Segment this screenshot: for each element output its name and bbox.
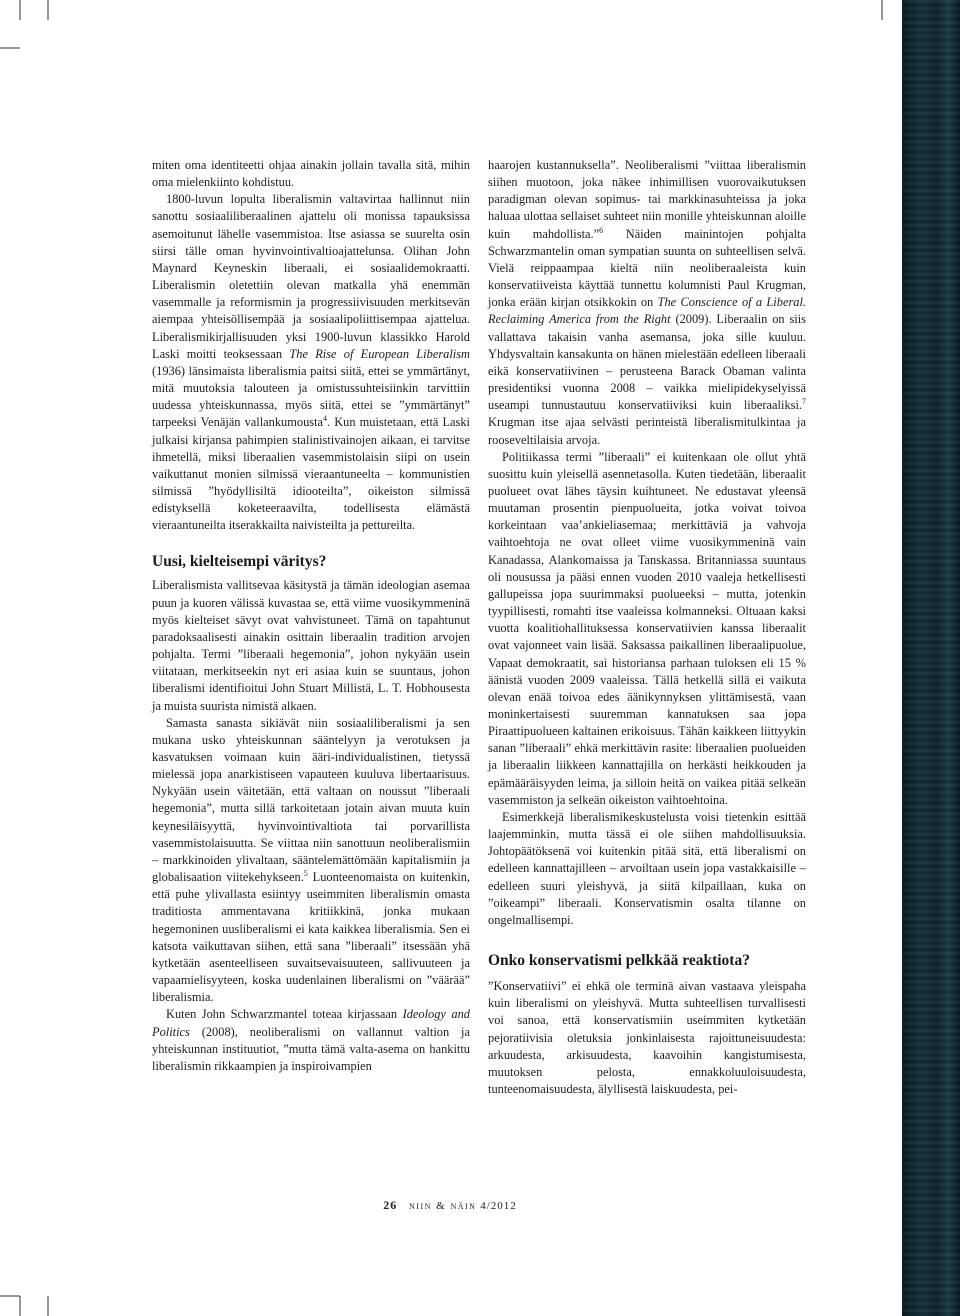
right-paragraph-2: Politiikassa termi ”liberaali” ei kuitenkaan ole ollut yhtä suosittu kuin yleisellä asennetasolla. Kuten tiedetään, liberaalit puolueet ovat lähes täysin kuihtuneet. Ne edustavat yleensä muutaman prosentin pienpuolueita, jotka voivat toivoa korkeintaan vaa’ankieliasemaa; merkittäviä ja vahvoja vaihtoehtoja ne ovat olleet viime vuosikymmeninä vain Kanadassa, Alankomaissa ja Tanskassa. Britanniassa suuntaus oli nousussa ja pääsi ennen vuoden 2010 vaaleja hetkellisesti gallupeissa jopa suurimmaksi puolueeksi – mutta, jotenkin tyypillisesti, romahti itse vaaleissa kolmanneksi. Oltuaan kaksi vuotta koalitiohallituksessa konservatiivien kanssa liberaalit ovat vajonneet vain lisää. Saksassa paikallinen liberaalipuolue, Vapaat demokraatit, sai historiansa parhaan tuloksen eli 15 % äänistä vuoden 2009 vaaleissa. Tällä hetkellä sillä ei vaikuta olevan enää toivoa edes äänikynnyksen ylittämisestä, vaan moninkertaisesti suuremman kannatuksen saa jopa Piraattipuolueen kaltainen erikoisuus. Tähän kaikkeen liittyykin sanan ”liberaali” ehkä merkittävin rasite: liberaalien puolueiden ja liberaalin liikkeen kannattajilla on herkästi heikkouden ja epämääräisyyden leima, ja silloin heitä on vaikea pitää selkeän vasemmiston ja selkeän oikeiston vaihtoehtoina. — [488, 449, 806, 807]
section-heading: Uusi, kielteisempi väritys? — [152, 553, 327, 571]
magazine-name: niin & näin — [409, 1200, 477, 1212]
left-paragraph-5: Kuten John Schwarzmantel toteaa kirjassaan Ideology and Politics (2008), neoliberalismi on vallannut valtion ja yhteiskunnan instituutiot, ”mutta tämä valta-asema on hankittu liberalismin rikkaampien ja inspiroivampien — [152, 1007, 470, 1073]
page-footer — [0, 1198, 900, 1213]
book-title: The Conscience of a Liberal. Reclaiming America from the Right — [488, 295, 807, 327]
right-paragraph-3: Esimerkkejä liberalismikeskustelusta voisi tietenkin esittää laajemminkin, mutta tässä ei ole siihen mahdollisuuksia. Johtopäätöksenä voi kuitenkin pitää sitä, että liberalismi on edelleen kannattajilleen – arvoiltaan usein jopa vastakkaisille – edelleen suuri yleishyvä, ja siitä kilpaillaan, kuka on ”oikeampi” liberaali. Konservatismin osalta tilanne on ongelmallisempi. — [488, 809, 806, 927]
issue-number: 4/2012 — [480, 1200, 517, 1212]
book-title: Ideology and Politics — [152, 1007, 470, 1039]
left-paragraph-4: Samasta sanasta sikiävät niin sosiaaliliberalismi ja sen mukana usko yhteiskunnan sääntelyyn ja verotuksen ja kasvatuksen voimaan kuin ääri-individualistinen, tietyssä mielessä jopa anarkistiseen vapauteen kuuluva libertaarisuus. Nykyään usein väitetään, että valtaan on noussut ”liberaali hegemonia”, mutta sillä tarkoitetaan jotain aivan muuta kuin keynesiläisyyttä, hyvinvointivaltiota tai porvarillista vasemmistolaisuutta. Se viittaa niin sanottuun neoliberalismiin – markkinoiden ylivaltaan, sääntelemättömään kapitalismiin ja globalisaation viitekehykseen.$^5$ Luonteenomaista on kuitenkin, että puhe ylivallasta esiintyy useimmiten liberalismin omasta traditiosta ammentavana kritiikkinä, jonka mukaan hegemoninen uusliberalismi ei kata kaikkea liberalismia. Sen ei katsota vaikuttavan siihen, että sana ”liberaali” itsessään yhä kytketään asenteelliseen suvaitsevaisuuteen, sallivuuteen ja vapaamielisyyteen, koska uudenlainen liberalismi on ”väärää” liberalismia. — [152, 715, 470, 1005]
section-heading: Onko konservatismi pelkkää reaktiota? — [488, 952, 750, 970]
footnote-ref: 4 — [323, 414, 328, 424]
right-column — [488, 157, 806, 1098]
left-column — [152, 157, 470, 1075]
left-paragraph-1: miten oma identiteetti ohjaa ainakin jollain tavalla sitä, mihin oma mielenkiinto kohdistuu. — [152, 158, 470, 190]
page-number: 26 — [383, 1198, 398, 1212]
right-paragraph-4: ”Konservatiivi” ei ehkä ole terminä aivan vastaava yleispaha kuin liberalismi on yleishyvä. Mutta suhteellisen turvallisesti voi sanoa, että konservatismiin useimmiten kytketään pejoratiivisia oletuksia jonkinlaisesta rajoittuneisuudesta: arkuudesta, arkisuudesta, kaavoihin kangistumisesta, muutoksen pelosta, ennakkoluuloisuudesta, tunteenomaisuudesta, älyllisestä laiskuudesta, pei- — [488, 979, 806, 1096]
right-paragraph-1: haarojen kustannuksella”. Neoliberalismi ”viittaa liberalismin siihen muotoon, joka näkee inhimillisen vuorovaikutuksen paradigman olevan sopimus- tai markkinasuhteissa ja joka haluaa ulottaa sellaiset suhteet niin monille yhteiskunnan aloille kuin mahdollista.”$^6$ Näiden mainintojen pohjalta Schwarzmantelin oman sympatian suunta on suhteellisen selvä. Vielä reippaampaa kieltä niin neoliberaaleista kuin konservatiiveista käyttää tunnettu kolumnisti Paul Krugman, jonka erään kirjan otsikkokin on The Conscience of a Liberal. Reclaiming America from the Right (2009). Liberaalin on siis vallattava takaisin vanha asemansa, joka sille kuuluu. Yhdysvaltain kansakunta on hänen mielestään edelleen liberaali eikä konservatiivinen – perusteena Barack Obaman valinta presidentiksi vuonna 2008 – vaikka mielipidekyselyissä useampi tunnustautuu konservatiiviksi kuin liberaaliksi.$^7$ Krugman itse ajaa selvästi perinteistä liberalismitulkintaa ja rooseveltilaisia arvoja. — [488, 158, 807, 447]
page-edge-band — [902, 0, 960, 1316]
left-paragraph-3: Liberalismista vallitsevaa käsitystä ja tämän ideologian asemaa puun ja kuoren välissä kuvastaa se, että viime vuosikymmeninä myös kielteiset sävyt ovat vahvistuneet. Tämä on tapahtunut paradoksaalisesti ainakin osittain liberaalin tradition arvojen pohjalta. Termi ”liberaali hegemonia”, johon nykyään usein viitataan, merkitseekin nyt eri asiaa kuin se suuntaus, johon liberalismi identifioitui John Stuart Millistä, L. T. Hobhousesta ja muista suurista nimistä alkaen. — [152, 578, 470, 713]
footnote-ref: 5 — [303, 868, 308, 878]
left-paragraph-2: 1800-luvun lopulta liberalismin valtavirtaa hallinnut niin sanottu sosiaaliliberaalinen ajattelu oli monissa tapauksissa asemoitunut lähelle vasemmistoa. Itse asiassa se suurelta osin siirsi tälle oman hyvinvointivaltioajattelunsa. Olihan John Maynard Keyneskin liberaali, ei sosiaalidemokraatti. Liberalismin oletettiin olevan matkalla yhä enemmän vasemmalle ja reformismin ja progressiivisuuden merkitsevän aiempaa yhteisöllisempää ja sosiaalipoliittisempaa ajattelua. Liberalismikirjallisuuden yksi 1900-luvun klassikko Harold Laski moitti teoksessaan The Rise of European Liberalism (1936) länsimaista liberalismia paitsi siitä, ettei se ymmärtänyt, mitä muutoksia talouteen ja omistussuhteisiinkin tarvittiin uudessa yhteiskunnassa, myös siitä, ettei se ”ymmärtänyt” tarpeeksi Venäjän vallankumousta$^4$. Kun muistetaan, että Laski julkaisi kirjansa pahimpien stalinistivainojen aikaan, ei tarvitse ihmetellä, miksi liberaalien vasemmistolaisin siipi on usein vaikuttanut monien silmissä vieraantuneelta – kommunistien silmissä ”hyödyllisiltä idiooteilta”, oikeiston silmissä edistyksellä koketeeraavilta, todellisesta elämästä vieraantuneilta itserakkailta naivisteilta ja pettureilta. — [152, 192, 470, 533]
footnote-ref: 7 — [802, 397, 806, 407]
footnote-ref: 6 — [599, 225, 604, 235]
book-title: The Rise of European Liberalism — [289, 346, 470, 361]
